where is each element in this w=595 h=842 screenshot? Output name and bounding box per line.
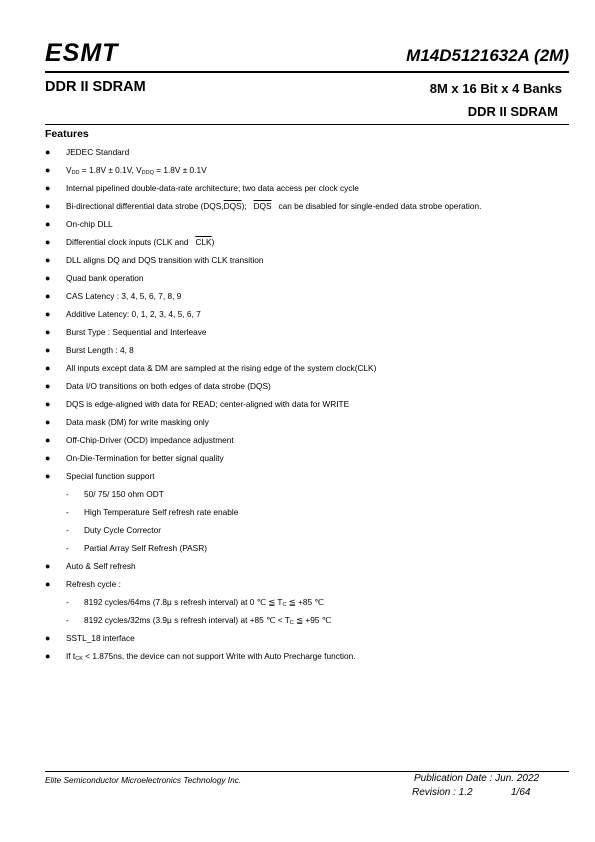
sub-list-item: - 8192 cycles/32ms (3.9μ s refresh interval) at +85 ℃ < $T_C$ ≦ +95 ℃: [45, 611, 575, 629]
header-rule: [45, 71, 569, 73]
list-item: ● Refresh cycle :: [45, 575, 575, 593]
dash-icon: [66, 539, 69, 557]
bullet-icon: [45, 161, 57, 179]
footer-rule: [45, 771, 569, 772]
title-rule: [45, 124, 569, 125]
dash-icon: [66, 503, 69, 521]
list-item: ● Internal pipelined double-data-rate architecture; two data access per clock cycle: [45, 179, 575, 197]
sub-list-item: - Partial Array Self Refresh (PASR): [45, 539, 575, 557]
list-item: ● $V_{DD} = 1.8V \pm 0.1V$, $V_{DDQ} = 1.8V \pm 0.1V$: [45, 161, 575, 179]
list-item: ● On-Die-Termination for better signal quality: [45, 449, 575, 467]
list-item: ● On-chip DLL: [45, 215, 575, 233]
bullet-icon: [45, 251, 57, 269]
sub-list-item: - 50/ 75/ 150 ohm ODT: [45, 485, 575, 503]
list-item: ● Off-Chip-Driver (OCD) impedance adjustment: [45, 431, 575, 449]
dash-icon: [66, 521, 69, 539]
list-item: ● Data mask (DM) for write masking only: [45, 413, 575, 431]
bullet-icon: [45, 413, 57, 431]
sub-list-item: - Duty Cycle Corrector: [45, 521, 575, 539]
list-item: ● All inputs except data & DM are sampled at the rising edge of the system clock(CLK): [45, 359, 575, 377]
features-list: [45, 143, 575, 665]
list-item: ● Burst Type : Sequential and Interleave: [45, 323, 575, 341]
list-item: ● Burst Length : 4, 8: [45, 341, 575, 359]
bullet-icon: [45, 557, 57, 575]
company-name: Elite Semiconductor Microelectronics Technology Inc.: [45, 775, 242, 785]
publication-date: Publication Date : Jun. 2022: [414, 773, 540, 784]
bullet-icon: [45, 395, 57, 413]
bullet-icon: [45, 287, 57, 305]
list-item: ● Special function support: [45, 467, 575, 485]
product-title-right: DDR II SDRAM: [467, 104, 558, 119]
bullet-icon: [45, 449, 57, 467]
list-item: ● DLL aligns DQ and DQS transition with CLK transition: [45, 251, 575, 269]
bullet-icon: [45, 575, 57, 593]
list-item: ● Bi-directional differential data strobe $(DQS,\overline{DQS})$; $\overline{DQS}$ can be disabled for single-ended data strobe operation.: [45, 197, 575, 215]
bullet-icon: [45, 629, 57, 647]
bullet-icon: [45, 377, 57, 395]
esmt-logo: ESMT: [45, 39, 119, 67]
list-item: ● SSTL_18 interface: [45, 629, 575, 647]
sub-list-item: - 8192 cycles/64ms (7.8μ s refresh interval) at 0 ℃ ≦ $T_C$ ≦ +85 ℃: [45, 593, 575, 611]
organization: 8M x 16 Bit x 4 Banks: [429, 81, 562, 96]
bullet-icon: [45, 341, 57, 359]
bullet-icon: [45, 269, 57, 287]
bullet-icon: [45, 323, 57, 341]
features-heading: Features: [45, 128, 89, 140]
dash-icon: [66, 485, 69, 503]
list-item: ● Quad bank operation: [45, 269, 575, 287]
revision: Revision : 1.2: [412, 787, 473, 798]
list-item: ● Differential clock inputs (CLK and $\overline{CLK}$): [45, 233, 575, 251]
bullet-icon: [45, 143, 57, 161]
bullet-icon: [45, 233, 57, 251]
list-item: ● Data I/O transitions on both edges of data strobe (DQS): [45, 377, 575, 395]
bullet-icon: [45, 305, 57, 323]
bullet-icon: [45, 467, 57, 485]
bullet-icon: [45, 215, 57, 233]
part-number: M14D5121632A (2M): [406, 46, 569, 65]
bullet-icon: [45, 431, 57, 449]
dash-icon: [66, 593, 69, 611]
dash-icon: [66, 611, 69, 629]
bullet-icon: [45, 179, 57, 197]
sub-list-item: - High Temperature Self refresh rate enable: [45, 503, 575, 521]
list-item: ● CAS Latency : 3, 4, 5, 6, 7, 8, 9: [45, 287, 575, 305]
list-item: ● DQS is edge-aligned with data for READ; center-aligned with data for WRITE: [45, 395, 575, 413]
bullet-icon: [45, 197, 57, 215]
bullet-icon: [45, 359, 57, 377]
list-item: ● If $t_{CK} < 1.875ns$, the device can not support Write with Auto Precharge function.: [45, 647, 575, 665]
list-item: ● Additive Latency: 0, 1, 2, 3, 4, 5, 6, 7: [45, 305, 575, 323]
list-item: ● JEDEC Standard: [45, 143, 575, 161]
bullet-icon: [45, 647, 57, 665]
page-number: 1/64: [511, 787, 531, 798]
list-item: ● Auto & Self refresh: [45, 557, 575, 575]
product-title: DDR II SDRAM: [45, 79, 146, 95]
